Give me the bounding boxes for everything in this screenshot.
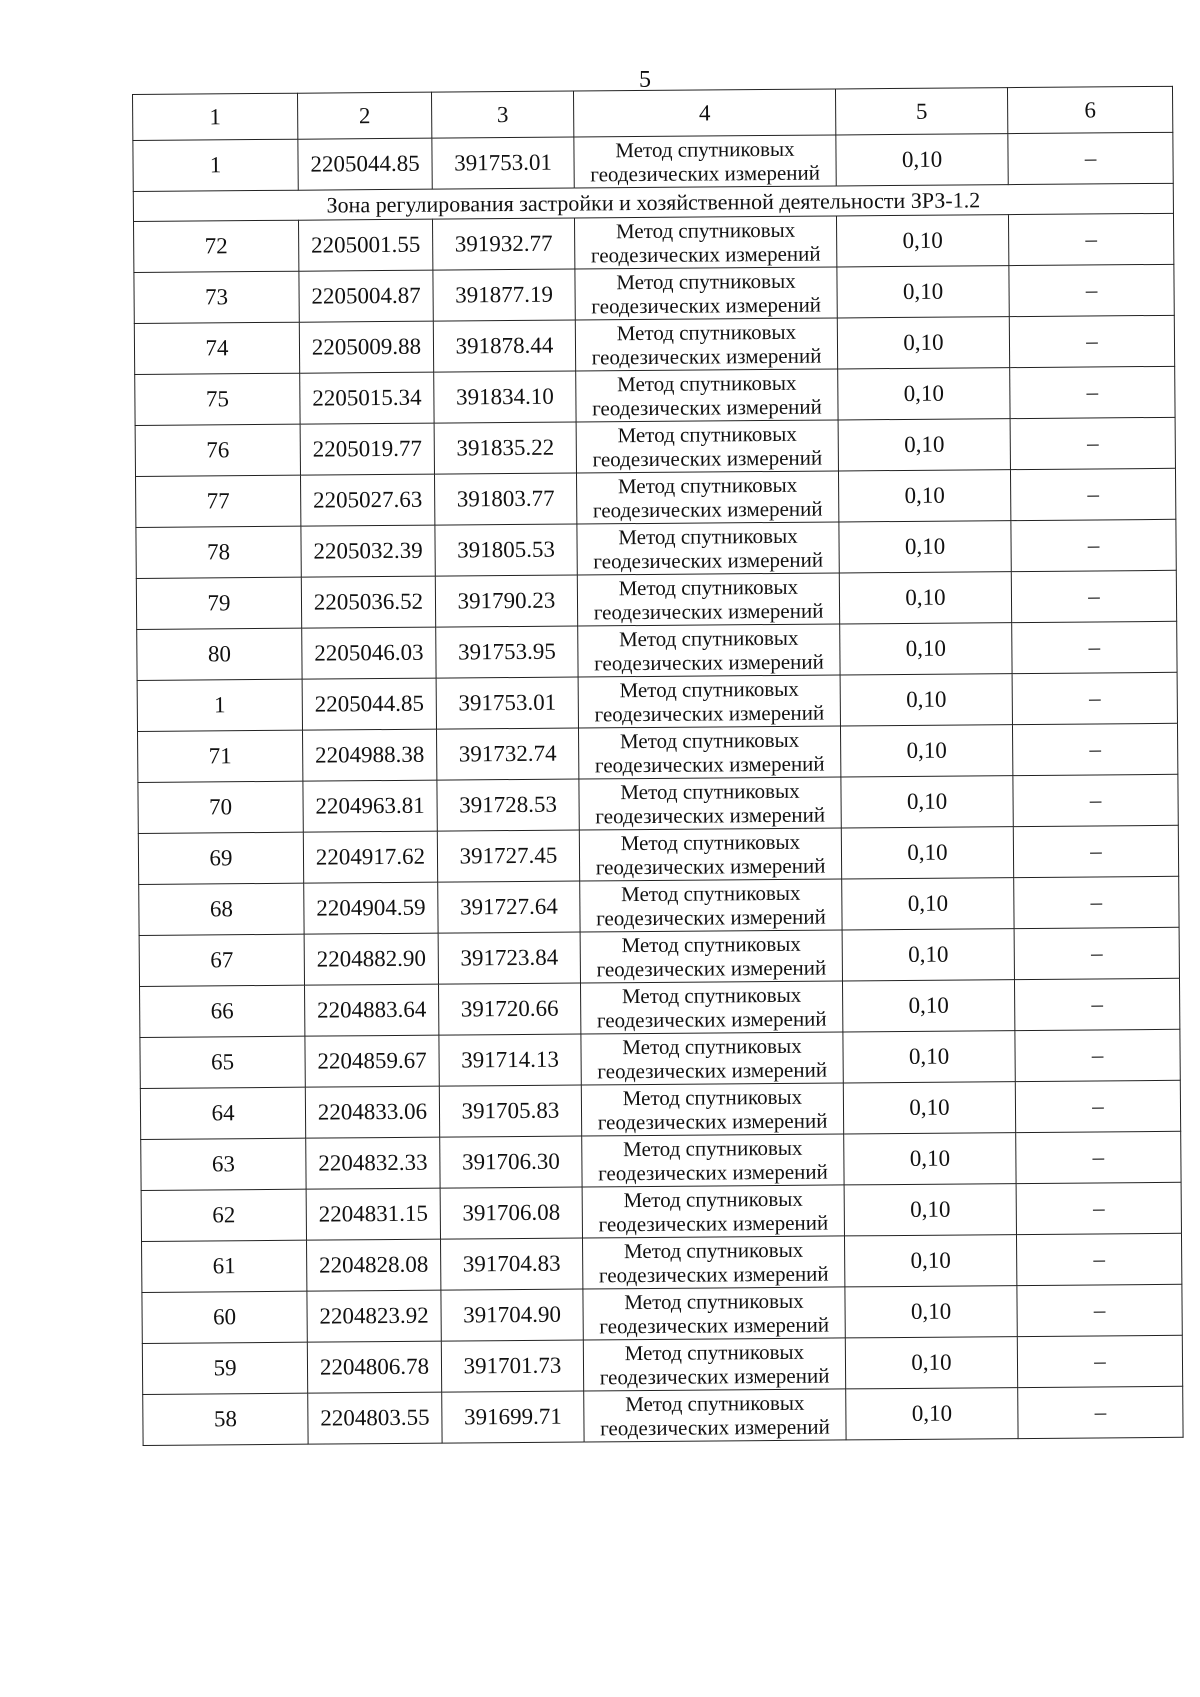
column-header: 6 — [1007, 86, 1172, 133]
method-line: Метод спутниковых — [623, 1237, 804, 1264]
point-number: 64 — [140, 1087, 305, 1139]
table-row — [138, 825, 1178, 884]
point-number: 77 — [136, 475, 301, 527]
method-line: геодезических измерений — [596, 1006, 827, 1033]
note-value: – — [1010, 417, 1175, 469]
point-number: 68 — [139, 883, 304, 935]
method-line: геодезических измерений — [595, 802, 826, 829]
coordinate-y: 391753.01 — [432, 137, 574, 189]
coordinate-y: 391732.74 — [436, 728, 578, 780]
method-cell — [577, 573, 839, 626]
accuracy-value: 0,10 — [840, 725, 1012, 777]
method-line: геодезических измерений — [590, 160, 821, 187]
table-row — [135, 366, 1175, 425]
method-line: геодезических измерений — [591, 292, 822, 319]
page-number: 5 — [639, 67, 651, 93]
method-cell — [576, 420, 838, 473]
method-line: геодезических измерений — [597, 1108, 828, 1135]
coordinate-y: 391932.77 — [432, 218, 574, 270]
method-line: Метод спутниковых — [619, 727, 800, 754]
table-row — [139, 927, 1179, 986]
method-line: Метод спутниковых — [624, 1339, 805, 1366]
accuracy-value: 0,10 — [845, 1286, 1017, 1338]
coordinate-x: 2205001.55 — [298, 219, 432, 271]
table-row — [134, 213, 1174, 272]
table-body — [133, 86, 1184, 1445]
coordinate-y: 391704.90 — [441, 1289, 583, 1341]
point-number: 71 — [138, 730, 303, 782]
point-number: 58 — [143, 1393, 308, 1445]
method-line: геодезических измерений — [596, 904, 826, 931]
note-value: – — [1008, 213, 1173, 265]
column-header: 2 — [297, 92, 431, 139]
accuracy-value: 0,10 — [840, 674, 1012, 726]
method-line: Метод спутниковых — [615, 136, 795, 163]
note-value: – — [1017, 1335, 1182, 1387]
method-line: Метод спутниковых — [625, 1390, 805, 1417]
method-line: Метод спутниковых — [622, 1084, 803, 1111]
coordinate-x: 2204831.15 — [306, 1188, 440, 1240]
method-line: геодезических измерений — [592, 496, 823, 523]
coordinate-x: 2205004.87 — [299, 270, 433, 322]
point-number: 72 — [134, 220, 299, 272]
accuracy-value: 0,10 — [844, 1133, 1016, 1185]
coordinate-y: 391878.44 — [433, 320, 575, 372]
method-cell — [578, 726, 840, 779]
coordinate-y: 391723.84 — [438, 932, 580, 984]
method-line: Метод спутниковых — [621, 982, 802, 1009]
method-cell — [582, 1185, 844, 1238]
method-line: геодезических измерений — [598, 1261, 829, 1288]
coordinate-y: 391753.95 — [436, 626, 578, 678]
method-line: геодезических измерений — [600, 1414, 830, 1441]
accuracy-value: 0,10 — [836, 215, 1008, 267]
method-line: геодезических измерений — [593, 547, 824, 574]
coordinate-y: 391706.30 — [440, 1136, 582, 1188]
coordinate-x: 2205046.03 — [302, 627, 436, 679]
coordinates-sheet — [132, 86, 1183, 1446]
accuracy-value: 0,10 — [842, 929, 1014, 981]
method-line: Метод спутниковых — [616, 268, 796, 295]
coordinate-x: 2204904.59 — [304, 882, 438, 934]
method-line: геодезических измерений — [592, 394, 822, 421]
coordinate-x: 2204859.67 — [305, 1035, 439, 1087]
coordinate-x: 2204963.81 — [303, 780, 437, 832]
note-value: – — [1012, 672, 1177, 724]
accuracy-value: 0,10 — [837, 266, 1009, 318]
coordinate-x: 2204828.08 — [307, 1239, 441, 1291]
method-cell — [580, 930, 842, 983]
note-value: – — [1012, 621, 1177, 673]
accuracy-value: 0,10 — [844, 1184, 1016, 1236]
coordinate-y: 391705.83 — [439, 1085, 581, 1137]
note-value: – — [1016, 1233, 1181, 1285]
point-number: 73 — [134, 271, 299, 323]
coordinate-y: 391720.66 — [439, 983, 581, 1035]
coordinate-y: 391727.64 — [438, 881, 580, 933]
method-cell — [578, 675, 840, 728]
zone-title: Зона регулирования застройки и хозяйственной деятельности ЗРЗ-1.2 — [133, 183, 1173, 221]
note-value: – — [1014, 927, 1179, 979]
method-cell — [577, 522, 839, 575]
coordinate-y: 391877.19 — [433, 269, 575, 321]
accuracy-value: 0,10 — [846, 1388, 1018, 1440]
note-value: – — [1016, 1131, 1181, 1183]
table-row — [139, 876, 1179, 935]
point-number: 76 — [135, 424, 300, 476]
table-row — [134, 315, 1174, 374]
method-line: геодезических измерений — [598, 1210, 829, 1237]
table-row — [133, 132, 1173, 191]
note-value: – — [1010, 366, 1175, 418]
point-number: 79 — [136, 577, 301, 629]
accuracy-value: 0,10 — [844, 1235, 1016, 1287]
column-number-row — [133, 86, 1173, 140]
method-line: Метод спутниковых — [616, 319, 797, 346]
table-row — [136, 570, 1176, 629]
method-cell — [582, 1134, 844, 1187]
point-number: 65 — [140, 1036, 305, 1088]
method-line: геодезических измерений — [599, 1363, 830, 1390]
note-value: – — [1014, 978, 1179, 1030]
method-line: Метод спутниковых — [619, 625, 799, 652]
method-cell — [579, 828, 841, 881]
point-number: 78 — [136, 526, 301, 578]
point-number: 61 — [142, 1240, 307, 1292]
method-line: Метод спутниковых — [624, 1288, 804, 1315]
method-line: геодезических измерений — [594, 700, 825, 727]
accuracy-value: 0,10 — [838, 368, 1010, 420]
coordinate-x: 2205009.88 — [299, 321, 433, 373]
table-row — [137, 621, 1177, 680]
coordinate-y: 391790.23 — [435, 575, 577, 627]
accuracy-value: 0,10 — [842, 878, 1014, 930]
table-row — [136, 519, 1176, 578]
column-header: 1 — [133, 93, 298, 140]
coordinate-x: 2204823.92 — [307, 1290, 441, 1342]
method-cell — [584, 1389, 846, 1442]
coordinate-x: 2204803.55 — [308, 1392, 442, 1444]
point-number: 74 — [134, 322, 299, 374]
coordinate-x: 2205015.34 — [300, 372, 434, 424]
note-value: – — [1016, 1182, 1181, 1234]
coordinate-y: 391803.77 — [434, 473, 576, 525]
method-cell — [582, 1236, 844, 1289]
coordinate-y: 391699.71 — [442, 1391, 584, 1443]
method-line: Метод спутниковых — [620, 778, 800, 805]
accuracy-value: 0,10 — [841, 827, 1013, 879]
coordinate-y: 391706.08 — [440, 1187, 582, 1239]
column-header: 3 — [431, 91, 573, 138]
method-line: геодезических измерений — [597, 1057, 828, 1084]
point-number: 1 — [133, 139, 298, 191]
accuracy-value: 0,10 — [839, 572, 1011, 624]
point-number: 1 — [137, 679, 302, 731]
method-line: геодезических измерений — [594, 751, 825, 778]
note-value: – — [1013, 825, 1178, 877]
table-row — [142, 1335, 1182, 1394]
note-value: – — [1012, 723, 1177, 775]
method-line: геодезических измерений — [590, 241, 821, 268]
table-row — [137, 672, 1177, 731]
coordinates-table — [132, 86, 1184, 1446]
method-cell — [583, 1338, 845, 1391]
coordinate-y: 391728.53 — [437, 779, 579, 831]
coordinate-y: 391727.45 — [437, 830, 579, 882]
point-number: 66 — [140, 985, 305, 1037]
table-row — [140, 1029, 1180, 1088]
method-cell — [575, 267, 837, 320]
coordinate-x: 2205036.52 — [301, 576, 435, 628]
note-value: – — [1011, 570, 1176, 622]
coordinate-y: 391805.53 — [435, 524, 577, 576]
coordinate-x: 2204882.90 — [304, 933, 438, 985]
table-row — [138, 774, 1178, 833]
method-cell — [574, 216, 836, 269]
coordinate-x: 2204883.64 — [305, 984, 439, 1036]
note-value: – — [1009, 315, 1174, 367]
note-value: – — [1015, 1029, 1180, 1081]
method-cell — [575, 318, 837, 371]
method-cell — [578, 624, 840, 677]
method-line: Метод спутниковых — [619, 676, 799, 703]
table-row — [138, 723, 1178, 782]
coordinate-x: 2205027.63 — [300, 474, 434, 526]
method-line: Метод спутниковых — [618, 523, 798, 550]
table-row — [140, 1080, 1180, 1139]
method-cell — [581, 1083, 843, 1136]
coordinate-x: 2205044.85 — [302, 678, 436, 730]
column-header: 4 — [573, 89, 835, 137]
point-number: 67 — [139, 934, 304, 986]
accuracy-value: 0,10 — [836, 134, 1008, 186]
method-cell — [583, 1287, 845, 1340]
coordinate-y: 391835.22 — [434, 422, 576, 474]
note-value: – — [1008, 132, 1173, 184]
accuracy-value: 0,10 — [840, 623, 1012, 675]
point-number: 69 — [138, 832, 303, 884]
note-value: – — [1009, 264, 1174, 316]
method-line: Метод спутниковых — [623, 1186, 803, 1213]
table-row — [141, 1182, 1181, 1241]
note-value: – — [1014, 876, 1179, 928]
point-number: 60 — [142, 1291, 307, 1343]
accuracy-value: 0,10 — [837, 317, 1009, 369]
method-cell — [580, 981, 842, 1034]
accuracy-value: 0,10 — [841, 776, 1013, 828]
point-number: 75 — [135, 373, 300, 425]
method-line: Метод спутниковых — [621, 931, 801, 958]
coordinate-x: 2205032.39 — [301, 525, 435, 577]
note-value: – — [1010, 468, 1175, 520]
method-cell — [574, 135, 836, 188]
coordinate-x: 2205019.77 — [300, 423, 434, 475]
note-value: – — [1015, 1080, 1180, 1132]
method-line: геодезических измерений — [596, 955, 827, 982]
method-line: геодезических измерений — [594, 649, 824, 676]
method-line: Метод спутниковых — [623, 1135, 803, 1162]
note-value: – — [1017, 1284, 1182, 1336]
note-value: – — [1018, 1386, 1183, 1438]
table-row — [134, 264, 1174, 323]
point-number: 62 — [141, 1189, 306, 1241]
accuracy-value: 0,10 — [838, 419, 1010, 471]
accuracy-value: 0,10 — [838, 470, 1010, 522]
accuracy-value: 0,10 — [842, 980, 1014, 1032]
coordinate-x: 2204917.62 — [303, 831, 437, 883]
method-cell — [580, 879, 842, 932]
method-line: Метод спутниковых — [622, 1033, 802, 1060]
table-row — [135, 417, 1175, 476]
method-line: Метод спутниковых — [618, 574, 799, 601]
coordinate-y: 391834.10 — [434, 371, 576, 423]
method-line: геодезических измерений — [595, 853, 826, 880]
point-number: 59 — [142, 1342, 307, 1394]
method-line: Метод спутниковых — [621, 880, 801, 907]
point-number: 70 — [138, 781, 303, 833]
table-row — [142, 1284, 1182, 1343]
method-line: Метод спутниковых — [617, 472, 798, 499]
accuracy-value: 0,10 — [843, 1082, 1015, 1134]
table-row — [142, 1233, 1182, 1292]
method-line: геодезических измерений — [598, 1159, 828, 1186]
coordinate-x: 2204832.33 — [306, 1137, 440, 1189]
table-row — [136, 468, 1176, 527]
method-cell — [576, 471, 838, 524]
table-row — [143, 1386, 1183, 1445]
coordinate-x: 2204806.78 — [307, 1341, 441, 1393]
coordinate-y: 391701.73 — [441, 1340, 583, 1392]
accuracy-value: 0,10 — [843, 1031, 1015, 1083]
method-line: Метод спутниковых — [615, 217, 796, 244]
note-value: – — [1013, 774, 1178, 826]
method-line: Метод спутниковых — [617, 421, 797, 448]
method-line: Метод спутниковых — [620, 829, 801, 856]
table-row — [141, 1131, 1181, 1190]
table-row — [140, 978, 1180, 1037]
method-cell — [581, 1032, 843, 1085]
method-line: геодезических измерений — [591, 343, 822, 370]
coordinate-y: 391714.13 — [439, 1034, 581, 1086]
coordinate-x: 2205044.85 — [298, 138, 432, 190]
coordinate-y: 391704.83 — [441, 1238, 583, 1290]
coordinate-x: 2204833.06 — [305, 1086, 439, 1138]
accuracy-value: 0,10 — [839, 521, 1011, 573]
method-cell — [579, 777, 841, 830]
coordinate-y: 391753.01 — [436, 677, 578, 729]
method-line: геодезических измерений — [599, 1312, 830, 1339]
note-value: – — [1011, 519, 1176, 571]
method-line: геодезических измерений — [593, 598, 824, 625]
column-header: 5 — [835, 88, 1007, 135]
point-number: 63 — [141, 1138, 306, 1190]
coordinate-x: 2204988.38 — [303, 729, 437, 781]
method-cell — [576, 369, 838, 422]
point-number: 80 — [137, 628, 302, 680]
accuracy-value: 0,10 — [845, 1337, 1017, 1389]
method-line: геодезических измерений — [592, 445, 823, 472]
method-line: Метод спутниковых — [617, 370, 797, 397]
